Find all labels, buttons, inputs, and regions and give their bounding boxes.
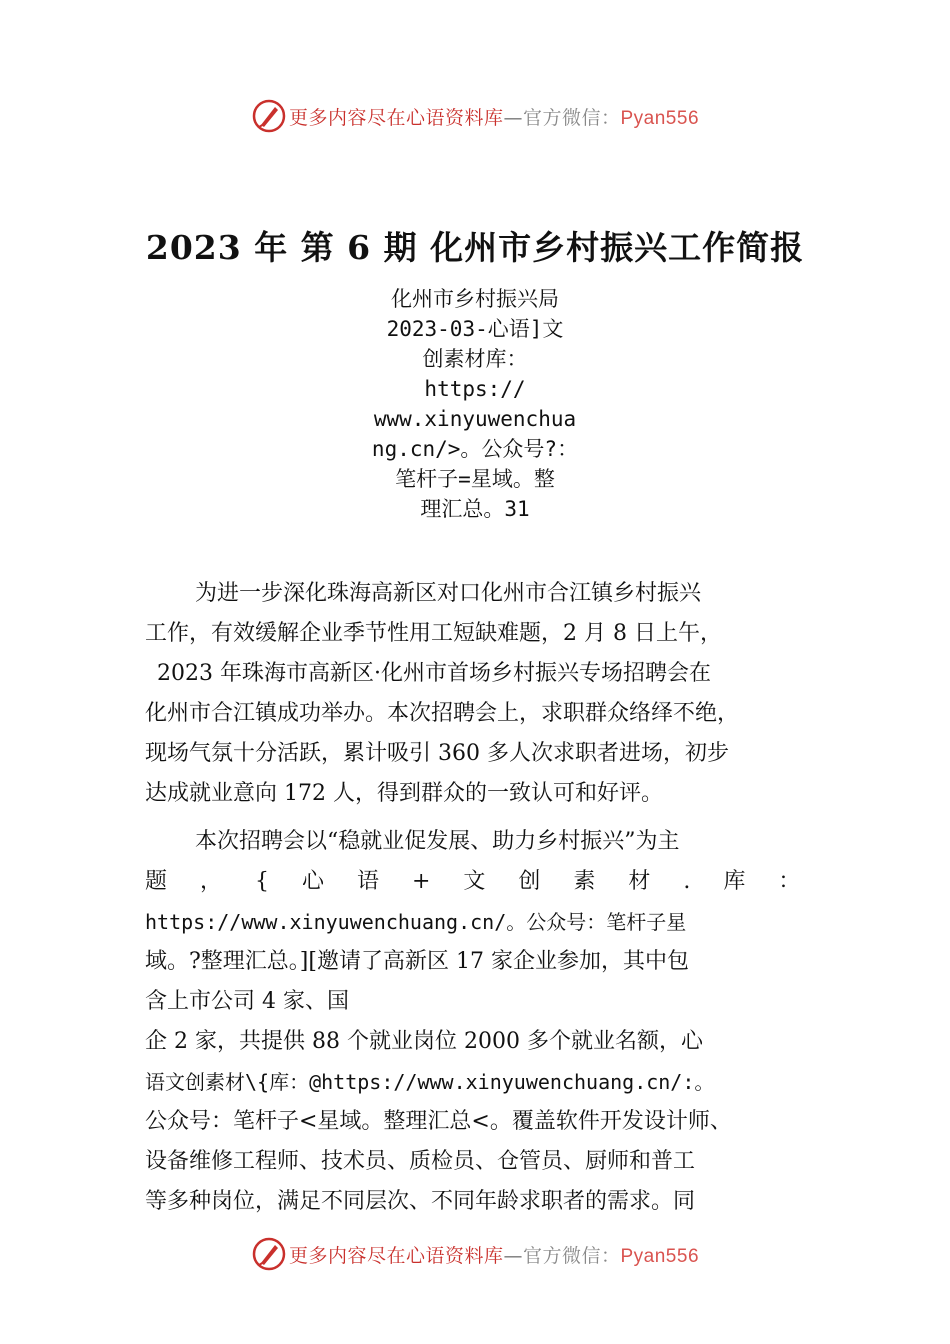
paragraph-line: 为进一步深化珠海高新区对口化州市合江镇乡村振兴 xyxy=(195,581,702,606)
paragraph-line: 达成就业意向 172 人，得到群众的一致认可和好评。 xyxy=(145,781,663,806)
paragraph-line: 等多种岗位，满足不同层次、不同年龄求职者的需求。同 xyxy=(145,1189,696,1214)
byline-line: 2023-03-心语]文 xyxy=(386,317,564,341)
paragraph-1 xyxy=(145,574,807,814)
paragraph-line: 含上市公司 4 家、国 xyxy=(145,989,349,1014)
paragraph-line: 语文创素材\{库：@https://www.xinyuwenchuang.cn/:。 xyxy=(145,1070,715,1094)
watermark-text: 更多内容尽在心语资料库—官方微信：Pyan556 xyxy=(288,1244,700,1267)
byline-line: ng.cn/>。公众号?： xyxy=(371,437,579,461)
paragraph-line: 企 2 家，共提供 88 个就业岗位 2000 多个就业名额，心 xyxy=(145,1029,703,1054)
quill-logo-icon xyxy=(251,1236,287,1272)
paragraph-line: 题 ， { 心 语 + 文 创 素 材 . 库 ： xyxy=(145,869,805,894)
paragraph-line: 2023 年珠海市高新区·化州市首场乡村振兴专场招聘会在 xyxy=(157,661,711,686)
watermark-header xyxy=(0,96,950,136)
byline-line: 化州市乡村振兴局 xyxy=(391,287,559,311)
byline-line: www.xinyuwenchua xyxy=(373,407,577,431)
document-title: 2023 年 第 6 期 化州市乡村振兴工作简报 xyxy=(145,228,805,267)
watermark-text: 更多内容尽在心语资料库—官方微信：Pyan556 xyxy=(288,106,700,129)
quill-logo-icon xyxy=(251,98,287,134)
byline-line: 理汇总。31 xyxy=(420,497,530,521)
paragraph-line: 工作，有效缓解企业季节性用工短缺难题，2 月 8 日上午， xyxy=(145,621,722,646)
paragraph-line: 公众号：笔杆子<星域。整理汇总<。覆盖软件开发设计师、 xyxy=(145,1109,732,1134)
paragraph-line: 化州市合江镇成功举办。本次招聘会上，求职群众络绎不绝， xyxy=(145,701,740,726)
paragraph-2 xyxy=(145,822,807,1222)
paragraph-line: 域。?整理汇总。][邀请了高新区 17 家企业参加，其中包 xyxy=(145,949,689,974)
paragraph-line: https://www.xinyuwenchuang.cn/。公众号：笔杆子星 xyxy=(145,910,687,934)
byline-line: 笔杆子=星域。整 xyxy=(395,467,555,491)
paragraph-line: 现场气氛十分活跃，累计吸引 360 多人次求职者进场，初步 xyxy=(145,741,729,766)
byline-block xyxy=(330,284,620,524)
paragraph-line: 本次招聘会以“稳就业促发展、助力乡村振兴”为主 xyxy=(195,829,680,854)
byline-line: 创素材库： xyxy=(422,347,528,371)
byline-line: https:// xyxy=(424,377,526,401)
watermark-footer xyxy=(0,1234,950,1274)
paragraph-line: 设备维修工程师、技术员、质检员、仓管员、厨师和普工 xyxy=(145,1149,696,1174)
